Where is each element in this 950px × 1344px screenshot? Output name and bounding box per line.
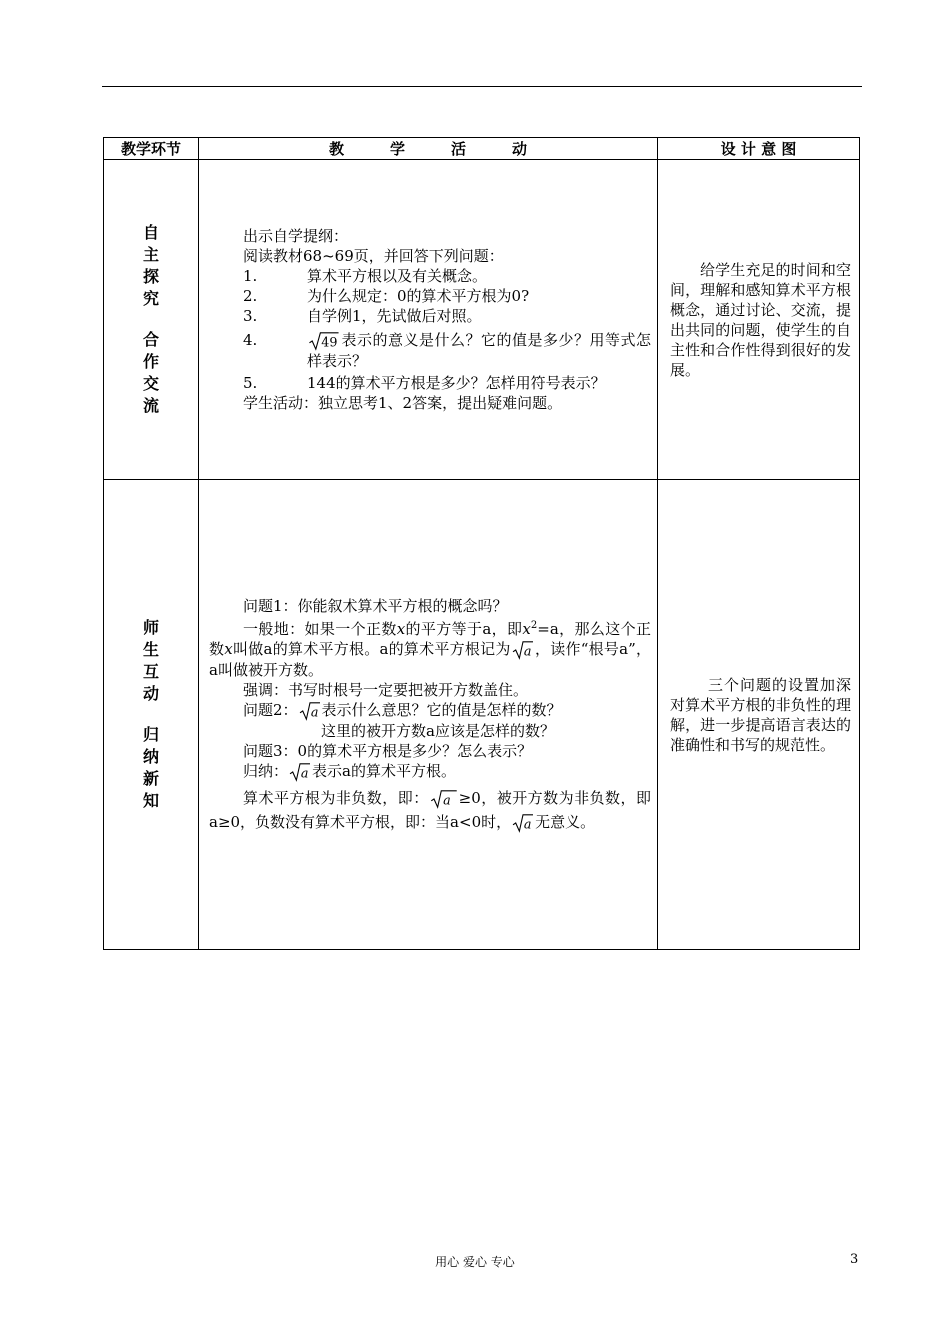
page-footer: 用心 爱心 专心 xyxy=(435,1255,515,1269)
list-item xyxy=(243,286,651,306)
item-text: 算术平方根以及有关概念。 xyxy=(307,267,488,285)
activity-cell xyxy=(199,480,658,950)
question-2-label: 问题2： xyxy=(243,700,298,719)
header-activity-char: 动 xyxy=(512,140,528,158)
intro-line: 出示自学提纲： xyxy=(243,227,349,245)
definition-part: 的平方等于a，即 xyxy=(405,619,523,638)
radicand: a xyxy=(524,815,532,831)
intro-line: 阅读教材68~69页，并回答下列问题： xyxy=(243,247,504,265)
activity-cell xyxy=(199,160,658,480)
note-part: 无意义。 xyxy=(535,812,596,831)
header-stage: 教学环节 xyxy=(104,138,199,160)
note-part: 算术平方根为非负数，即： xyxy=(243,788,429,807)
stage-label-b: 归纳新知 xyxy=(143,725,160,810)
question-2 xyxy=(209,700,651,721)
radicand: 49 xyxy=(321,334,338,350)
definition-part: =a，那么这个正数 xyxy=(209,619,651,658)
list-item xyxy=(243,330,651,371)
sqrt-symbol-icon xyxy=(307,331,341,351)
nonnegative-note xyxy=(209,786,651,834)
radicand: a xyxy=(523,642,532,658)
item-text: 为什么规定：0的算术平方根为0? xyxy=(307,287,530,305)
question-2-text: 表示什么意思？它的值是怎样的数？ xyxy=(321,700,562,719)
lesson-table xyxy=(103,137,860,950)
stage-label-a: 自主探究 xyxy=(143,223,160,308)
stage-label-b: 合作交流 xyxy=(143,330,160,415)
exponent: 2 xyxy=(530,619,538,631)
item-number: 4. xyxy=(243,331,258,349)
header-design: 设 计 意 图 xyxy=(658,138,860,160)
header-activity-char: 活 xyxy=(451,140,467,158)
list-item xyxy=(243,266,651,286)
sqrt-symbol-icon xyxy=(429,789,459,809)
item-number: 5. xyxy=(243,374,258,392)
item-text xyxy=(307,330,651,371)
design-cell xyxy=(658,160,860,480)
header-activity-char: 教 xyxy=(328,140,344,158)
sqrt-symbol-icon xyxy=(288,762,312,782)
variable-x: x xyxy=(396,619,406,638)
stage-label-a: 师生互动 xyxy=(143,618,160,703)
note-part: ≥0，被开方数为非负数，即a≥0，负数没有算术平方根，即：当a<0时， xyxy=(209,788,651,831)
sqrt-symbol-icon xyxy=(511,640,535,660)
design-text: 三个问题的设置加深对算术平方根的非负性的理解，进一步提高语言表达的准确性和书写的规范性。 xyxy=(670,675,851,754)
radicand: a xyxy=(310,703,319,719)
page-number: 3 xyxy=(850,1252,859,1267)
item-text-body: 表示的意义是什么？它的值是多少？用等式怎样表示？ xyxy=(307,331,651,370)
header-rule xyxy=(102,86,862,87)
header-activity xyxy=(199,138,658,160)
stage-cell xyxy=(104,160,199,480)
list-item xyxy=(243,306,651,326)
item-text: 自学例1，先试做后对照。 xyxy=(307,307,482,325)
definition xyxy=(209,616,651,680)
definition-part: 一般地：如果一个正数 xyxy=(243,619,397,638)
table-header-row xyxy=(104,138,860,160)
item-text: 144的算术平方根是多少？怎样用符号表示？ xyxy=(307,374,606,392)
table-row xyxy=(104,480,860,950)
item-number: 1. xyxy=(243,267,258,285)
question-2-followup: 这里的被开方数a应该是怎样的数？ xyxy=(321,721,555,740)
table-row xyxy=(104,160,860,480)
list-item xyxy=(243,373,651,393)
radicand: a xyxy=(300,764,309,780)
sqrt-symbol-icon xyxy=(298,701,322,721)
stage-cell xyxy=(104,480,199,950)
student-activity: 学生活动：独立思考1、2答案，提出疑难问题。 xyxy=(243,394,563,412)
emphasis: 强调：书写时根号一定要把被开方数盖住。 xyxy=(243,680,529,699)
radicand: a xyxy=(442,791,451,807)
definition-part: 叫做a的算术平方根。a的算术平方根记为 xyxy=(232,639,511,658)
definition-part: ，读作“根号a”，a叫做被开方数。 xyxy=(209,639,651,679)
variable-x: x xyxy=(224,639,233,658)
variable-x: x xyxy=(522,619,531,638)
header-activity-char: 学 xyxy=(389,140,405,158)
item-number: 2. xyxy=(243,287,258,305)
question-1: 问题1：你能叙术算术平方根的概念吗？ xyxy=(243,596,508,615)
design-cell xyxy=(658,480,860,950)
item-number: 3. xyxy=(243,307,258,325)
sqrt-symbol-icon xyxy=(511,813,535,833)
summary-label: 归纳： xyxy=(243,761,289,780)
summary xyxy=(209,761,651,782)
design-text: 给学生充足的时间和空间，理解和感知算术平方根概念，通过讨论、交流，提出共同的问题，使学生的自主性和合作性得到很好的发展。 xyxy=(670,260,851,379)
summary-text: 表示a的算术平方根。 xyxy=(312,761,456,780)
question-3: 问题3：0的算术平方根是多少？怎么表示？ xyxy=(243,741,533,760)
